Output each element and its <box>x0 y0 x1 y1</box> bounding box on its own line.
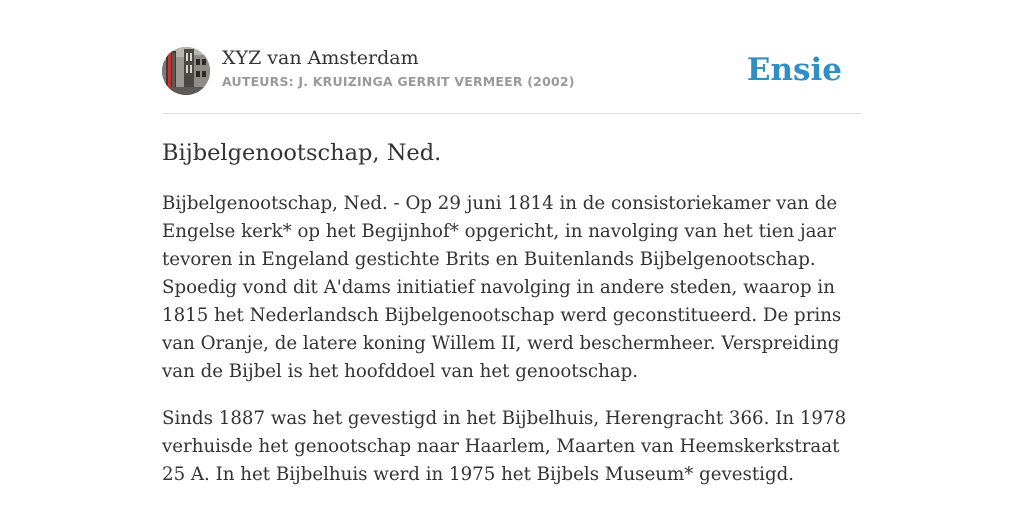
book-cover-image <box>162 47 210 95</box>
header-divider <box>162 113 862 114</box>
entry-paragraph: Sinds 1887 was het gevestigd in het Bijbelhuis, Herengracht 366. In 1978 verhuisde het genootschap naar Haarlem, Maarten van Heemskerkstraat 25 A. In het Bijbelhuis werd in 1975 het Bijbels Museum* gevestigd. <box>162 408 847 485</box>
book-header <box>162 46 862 96</box>
book-cover-icon[interactable] <box>162 47 210 95</box>
book-authors: AUTEURS: J. KRUIZINGA GERRIT VERMEER (2002) <box>222 74 575 89</box>
ensie-logo[interactable]: Ensie <box>746 52 842 88</box>
book-title[interactable]: XYZ van Amsterdam <box>222 47 419 69</box>
entry-body <box>162 190 862 508</box>
entry-paragraph: Bijbelgenootschap, Ned. - Op 29 juni 1814 in de consistoriekamer van de Engelse kerk* op het Begijnhof* opgericht, in navolging van het tien jaar tevoren in Engeland gestichte Brits en Buitenlands Bijbelgenootschap. Spoedig vond dit A'dams initiatief navolging in andere steden, waarop in 1815 het Nederlandsch Bijbelgenootschap werd geconstitueerd. De prins van Oranje, de latere koning Willem II, werd beschermheer. Verspreiding van de Bijbel is het hoofddoel van het genootschap. <box>162 193 842 382</box>
entry-title: Bijbelgenootschap, Ned. <box>162 140 442 166</box>
